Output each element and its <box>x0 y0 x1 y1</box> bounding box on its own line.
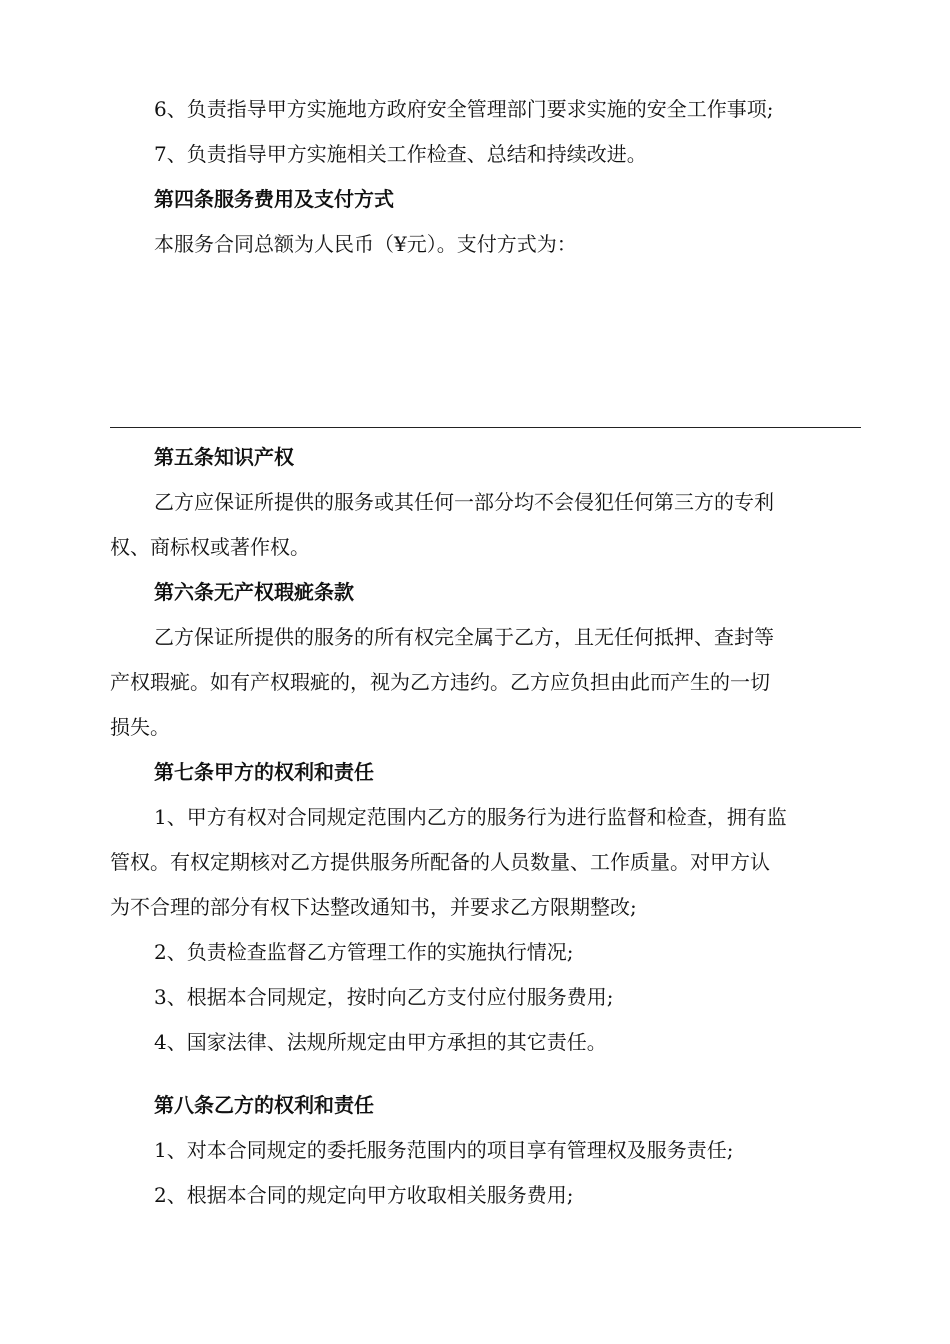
article-6-text-line-2: 产权瑕疵。如有产权瑕疵的，视为乙方违约。乙方应负担由此而产生的一切 <box>110 670 770 694</box>
article-5-text-line-1: 乙方应保证所提供的服务或其任何一部分均不会侵犯任何第三方的专利 <box>154 490 774 514</box>
article-7-item-1-line-2: 管权。有权定期核对乙方提供服务所配备的人员数量、工作质量。对甲方认 <box>110 850 770 874</box>
heading-article-4: 第四条服务费用及支付方式 <box>154 187 394 211</box>
article-6-text-line-1: 乙方保证所提供的服务的所有权完全属于乙方，且无任何抵押、查封等 <box>154 625 774 649</box>
heading-article-7: 第七条甲方的权利和责任 <box>154 760 374 784</box>
article-8-item-2: 2、根据本合同的规定向甲方收取相关服务费用; <box>154 1183 574 1207</box>
article-7-item-3: 3、根据本合同规定，按时向乙方支付应付服务费用; <box>154 985 614 1009</box>
clause-3-item-6: 6、负责指导甲方实施地方政府安全管理部门要求实施的安全工作事项; <box>154 97 774 121</box>
clause-3-item-7: 7、负责指导甲方实施相关工作检查、总结和持续改进。 <box>154 142 647 166</box>
article-6-text-line-3: 损失。 <box>110 715 170 739</box>
article-7-item-2: 2、负责检查监督乙方管理工作的实施执行情况; <box>154 940 574 964</box>
article-7-item-1-line-3: 为不合理的部分有权下达整改通知书，并要求乙方限期整改; <box>110 895 637 919</box>
heading-article-6: 第六条无产权瑕疵条款 <box>154 580 354 604</box>
article-8-item-1: 1、对本合同规定的委托服务范围内的项目享有管理权及服务责任; <box>154 1138 734 1162</box>
article-4-text: 本服务合同总额为人民币（¥元）。支付方式为： <box>154 232 577 256</box>
heading-article-5: 第五条知识产权 <box>154 445 294 469</box>
heading-article-8: 第八条乙方的权利和责任 <box>154 1093 374 1117</box>
article-7-item-1-line-1: 1、甲方有权对合同规定范围内乙方的服务行为进行监督和检查，拥有监 <box>154 805 787 829</box>
divider-line <box>110 427 861 428</box>
article-7-item-4: 4、国家法律、法规所规定由甲方承担的其它责任。 <box>154 1030 607 1054</box>
article-5-text-line-2: 权、商标权或著作权。 <box>110 535 310 559</box>
